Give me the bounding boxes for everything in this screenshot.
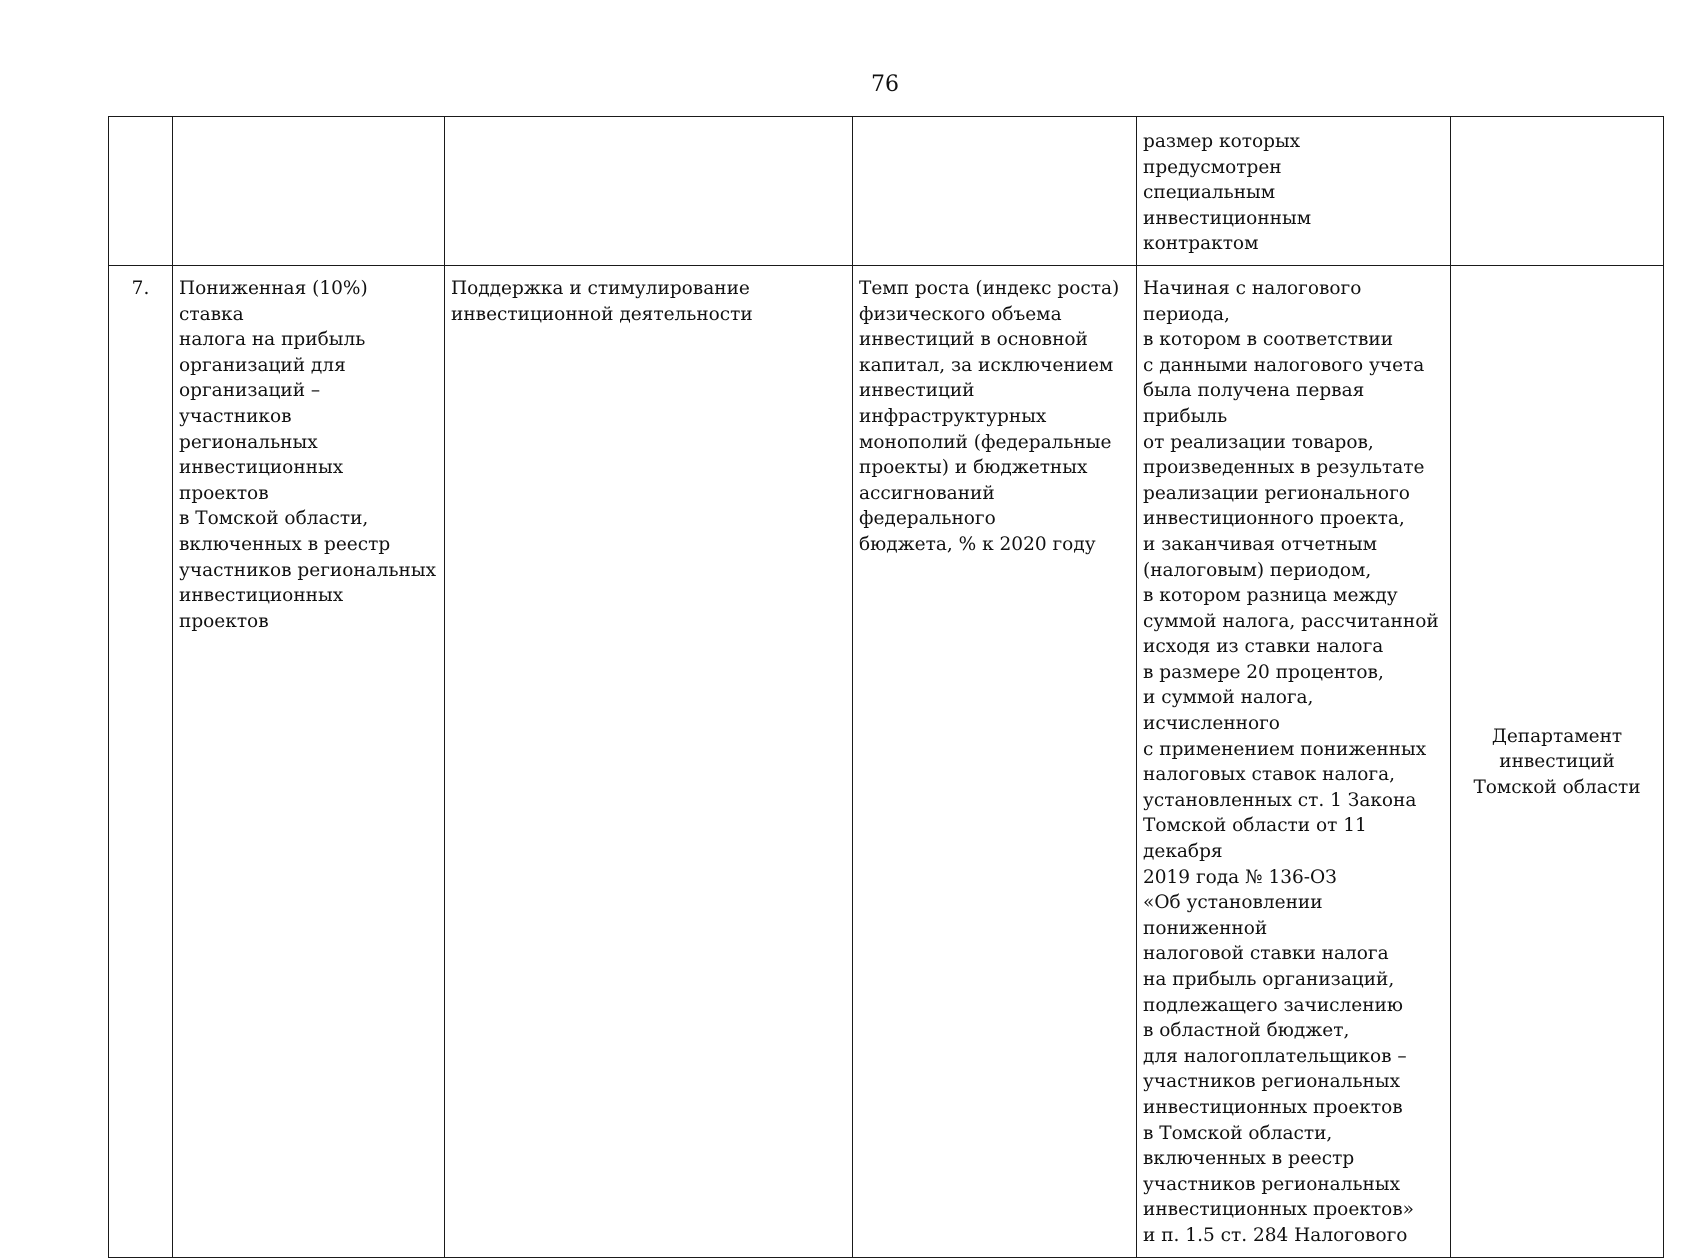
- cell-benefit-name: Пониженная (10%) ставка налога на прибыль организаций для организаций – участников региональных инвестиционных проектов в Томской области, включенных в реестр участников региональных инвестиционных проектов: [173, 265, 445, 1257]
- cell-period: размер которых предусмотрен специальным инвестиционным контрактом: [1137, 117, 1451, 266]
- page-number: 76: [871, 72, 899, 97]
- cell-indicator: [853, 117, 1137, 266]
- tax-benefits-table: [108, 116, 1664, 1258]
- table-row-7: [109, 265, 1664, 1257]
- cell-goal: [445, 117, 853, 266]
- cell-period: Начиная с налогового периода, в котором в соответствии с данными налогового учета была получена первая прибыль от реализации товаров, произведенных в результате реализации регионального инвестиционного проекта, и заканчивая отчетным (налоговым) периодом, в котором разница между суммой налога, рассчитанной исходя из ставки налога в размере 20 процентов, и суммой налога, исчисленного с применением пониженных налоговых ставок налога, установленных ст. 1 Закона Томской области от 11 декабря 2019 года № 136-ОЗ «Об установлении пониженной налоговой ставки налога на прибыль организаций, подлежащего зачислению в областной бюджет, для налогоплательщиков – участников региональных инвестиционных проектов в Томской области, включенных в реестр участников региональных инвестиционных проектов» и п. 1.5 ст. 284 Налогового: [1137, 265, 1451, 1257]
- table-row-continuation: [109, 117, 1664, 266]
- cell-number: [109, 117, 173, 266]
- cell-indicator: Темп роста (индекс роста) физического объема инвестиций в основной капитал, за исключением инвестиций инфраструктурных монополий (федеральные проекты) и бюджетных ассигнований федерального бюджета, % к 2020 году: [853, 265, 1137, 1257]
- cell-responsible: [1451, 117, 1664, 266]
- cell-responsible: Департамент инвестиций Томской области: [1451, 265, 1664, 1257]
- cell-benefit-name: [173, 117, 445, 266]
- cell-goal: Поддержка и стимулирование инвестиционной деятельности: [445, 265, 853, 1257]
- cell-number: 7.: [109, 265, 173, 1257]
